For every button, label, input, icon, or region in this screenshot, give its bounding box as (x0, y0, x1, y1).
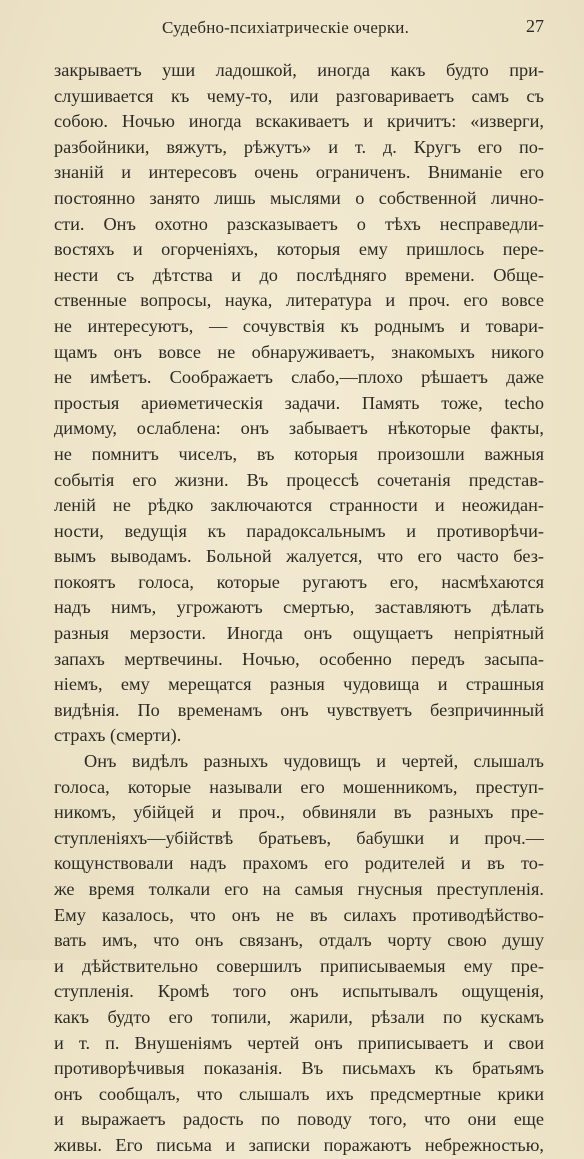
text-line: событія его жизни. Въ процессѣ сочетанія представ- (54, 469, 544, 490)
text-line: и выражаетъ радость по поводу того, что они еще (54, 1109, 544, 1130)
text-line: живы. Его письма и записки поражаютъ небрежностью, (54, 1134, 544, 1155)
text-line: леній не рѣдко заключаются странности и неожидан- (54, 495, 544, 516)
text-line: же время толкали его на самыя гнусныя преступленія. (54, 879, 544, 899)
text-line: разбойники, вяжутъ, рѣжутъ» и т. д. Кругъ его по- (54, 136, 544, 157)
text-line: и т. п. Внушеніямъ чертей онъ приписываетъ и свои (54, 1032, 544, 1053)
text-line: слушивается къ чему-то, или разговариваетъ самъ съ (54, 85, 544, 106)
text-line: не имѣетъ. Соображаетъ слабо,—плохо рѣшаетъ даже (54, 367, 544, 388)
text-line: никомъ, убійцей и проч., обвиняли въ разныхъ пре- (54, 802, 544, 823)
text-line: надъ нимъ, угрожаютъ смертью, заставляютъ дѣлать (54, 597, 544, 618)
text-line: постоянно занято лишь мыслями о собственной лично- (54, 187, 544, 208)
text-line: щамъ онъ вовсе не обнаруживаетъ, знакомыхъ никого (54, 341, 544, 362)
body-text (54, 58, 544, 1159)
page-header (54, 16, 544, 40)
text-line: видѣнія. По временамъ онъ чувствуетъ безпричинный (54, 699, 544, 720)
text-line: востяхъ и огорченіяхъ, которыя ему пришлось пере- (54, 239, 544, 260)
text-line: и дѣйствительно совершилъ приписываемыя ему пре- (54, 955, 544, 976)
paragraph-end-line: страхъ (смерти). (54, 725, 182, 746)
text-line: кощунствовали надъ прахомъ его родителей и въ то- (54, 853, 544, 874)
running-head: Судебно-психіатрическіе очерки. (162, 18, 410, 37)
text-line: покоятъ голоса, которые ругаютъ его, насмѣхаются (54, 571, 544, 592)
text-line: ніемъ, ему мерещатся разныя чудовища и страшныя (54, 674, 544, 695)
text-line: ступленія. Кромѣ того онъ испытывалъ ощущенія, (54, 981, 544, 1002)
text-line: ности, ведущія къ парадоксальнымъ и противорѣчи- (54, 520, 544, 541)
text-line: не помнитъ чиселъ, въ которыя произошли важныя (54, 443, 544, 464)
text-line: запахъ мертвечины. Ночью, особенно передъ засыпа- (54, 648, 544, 669)
text-line: противорѣчивыя показанія. Въ письмахъ къ братьямъ (54, 1058, 544, 1079)
text-line: ступленіяхъ—убійствѣ братьевъ, бабушки и проч.— (54, 827, 544, 848)
page-number: 27 (526, 16, 544, 36)
text-line: вымъ выводамъ. Больной жалуется, что его часто без- (54, 546, 544, 567)
text-line: димому, ослаблена: онъ забываетъ нѣкоторые факты, (54, 418, 544, 439)
text-line: нести съ дѣтства и до послѣдняго времени. Обще- (54, 264, 544, 285)
text-line: Ему казалось, что онъ не въ силахъ противодѣйство- (54, 904, 544, 925)
text-line: вать имъ, что онъ связанъ, отдалъ чорту свою душу (54, 930, 544, 951)
text-line: не интересуютъ, — сочувствія къ роднымъ и товари- (54, 315, 544, 336)
text-line: ственные вопросы, наука, литература и проч. его вовсе (54, 290, 544, 311)
text-line: разныя мерзости. Иногда онъ ощущаетъ непріятный (54, 623, 544, 644)
text-line: закрываетъ уши ладошкой, иногда какъ будто при- (54, 60, 544, 80)
text-line: сти. Онъ охотно разсказываетъ о тѣхъ несправедли- (54, 213, 544, 234)
text-line: голоса, которые называли его мошенникомъ, преступ- (54, 776, 544, 797)
text-line: простыя ариѳметическія задачи. Память тоже, techo (54, 392, 544, 413)
text-line: какъ будто его топили, жарили, рѣзали по кускамъ (54, 1006, 544, 1027)
text-line: знаній и интересовъ очень ограниченъ. Вниманіе его (54, 162, 544, 183)
text-line: собою. Ночью иногда вскакиваетъ и кричитъ: «изверги, (54, 111, 544, 132)
text-line: онъ сообщалъ, что слышалъ ихъ предсмертные крики (54, 1083, 544, 1104)
paragraph-start-line: Онъ видѣлъ разныхъ чудовищъ и чертей, слышалъ (84, 751, 544, 772)
